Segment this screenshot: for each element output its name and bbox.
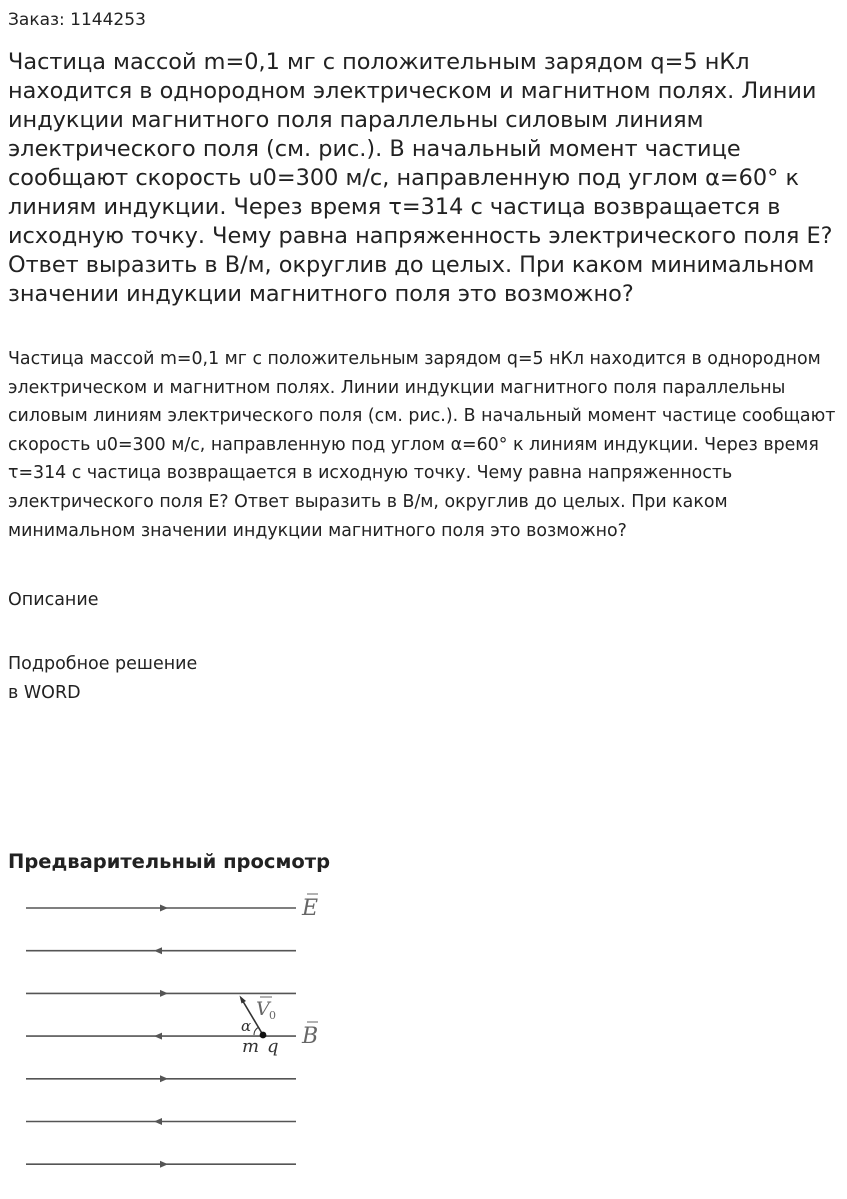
angle-arc xyxy=(254,1027,258,1035)
label-b: B xyxy=(302,1024,319,1049)
label-v0: V xyxy=(256,998,270,1020)
problem-title: Частица массой m=0,1 мг с положительным зарядом q=5 нКл находится в однородном электрическом и магнитном полях. Линии индукции магнитного поля параллельны силовым линиям электрического поля (см. рис.). В начальный момент частице сообщают скорость u0=300 м/с, направленную под углом α=60° к линиям индукции. Через время τ=314 с частица возвращается в исходную точку. Чему равна напряженность электрического поля E? Ответ выразить в В/м, округлив до целых. При каком минимальном значении индукции магнитного поля это возможно? xyxy=(8,49,833,307)
problem-text: Частица массой m=0,1 мг с положительным зарядом q=5 нКл находится в однородном электрическом и магнитном полях. Линии индукции магнитного поля параллельны силовым линиям электрического поля (см. рис.). В начальный момент частице сообщают скорость u0=300 м/с, направленную под углом α=60° к линиям индукции. Через время τ=314 с частица возвращается в исходную точку. Чему равна напряженность электрического поля E? Ответ выразить в В/м, округлив до целых. При каком минимальном значении индукции магнитного поля это возможно? xyxy=(8,349,836,541)
label-e: E xyxy=(302,896,319,921)
label-alpha: α xyxy=(241,1017,252,1035)
particle-dot xyxy=(260,1032,267,1039)
velocity-arrowhead xyxy=(240,996,247,1004)
field-line-arrowhead xyxy=(154,947,162,954)
preview-heading: Предварительный просмотр xyxy=(8,850,331,873)
field-line-arrowhead xyxy=(160,1075,168,1082)
solution-line-2: в WORD xyxy=(8,683,81,703)
solution-note xyxy=(8,650,197,708)
field-line-arrowhead xyxy=(160,905,168,912)
field-line-arrowhead xyxy=(154,1033,162,1040)
order-number: Заказ: 1144253 xyxy=(8,10,146,30)
label-q: q xyxy=(267,1036,279,1057)
solution-line-1: Подробное решение xyxy=(8,654,198,674)
field-figure xyxy=(0,880,340,1190)
field-line-arrowhead xyxy=(154,1118,162,1125)
label-m: m xyxy=(242,1036,260,1057)
field-line-arrowhead xyxy=(160,1161,168,1168)
label-v0-subscript: 0 xyxy=(269,1009,276,1022)
field-line-arrowhead xyxy=(160,990,168,997)
description-label: Описание xyxy=(8,590,99,610)
field-diagram xyxy=(0,880,340,1190)
